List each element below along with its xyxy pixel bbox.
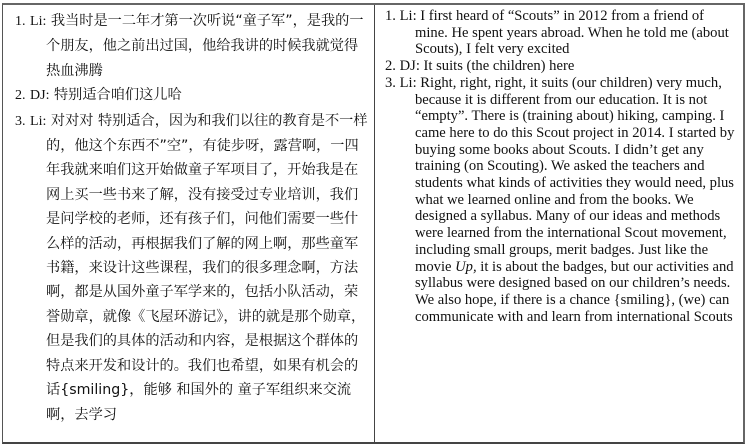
movie-title: Up,: [455, 258, 477, 275]
entry-text: It suits (the children) here: [423, 58, 575, 75]
chinese-transcript-column: [3, 5, 375, 442]
entry-text: I first heard of “Scouts” in 2012 from a friend of mine. He spent years abroad. When he told me (about Scouts), I felt very excited: [415, 8, 729, 58]
transcript-entry-1-en: [385, 8, 737, 58]
english-transcript-column: [375, 5, 743, 442]
entry-number: 1.: [385, 8, 396, 24]
entry-number: 2.: [385, 58, 396, 75]
entry-number: 3.: [15, 113, 26, 129]
speaker-label: Li:: [399, 74, 417, 91]
transcript-entry-2-zh: [15, 83, 368, 108]
speaker-label: DJ:: [399, 58, 420, 75]
transcript-entry-2-en: [385, 58, 737, 75]
transcript-table: [2, 3, 745, 444]
transcript-entry-3-zh: [15, 109, 368, 427]
transcript-entry-1-zh: [15, 9, 368, 83]
speaker-label: Li:: [30, 14, 47, 29]
speaker-label: Li:: [399, 8, 417, 24]
entry-number: 2.: [15, 88, 26, 104]
speaker-label: Li:: [30, 113, 47, 129]
entry-number: 1.: [15, 14, 26, 29]
speaker-label: DJ:: [30, 88, 50, 104]
entry-number: 3.: [385, 74, 396, 91]
entry-text-part-2: it is about the badges, but our activities and syllabus were designed based on our children’s needs. We also hope, if there is a chance {smiling}, (we) can communicate with and learn from international Scouts: [415, 258, 734, 325]
entry-text-part-1: Right, right, right, it suits (our children) very much, because it is different from our education. It is not “empty”. There is (training about) hiking, camping. I came here to do this Scout project in 2014. I started by buying some books about Scouts. I didn’t get any training (on Scouting). We asked the teachers and students what kinds of activities they would need, plus what we learned online and from the books. We designed a syllabus. Many of our ideas and methods were learned from the international Scout movement, including small groups, merit badges. Just like the movie: [415, 74, 735, 275]
transcript-entry-3-en: [385, 75, 737, 326]
entry-text: 特别适合咱们这儿哈: [53, 87, 182, 104]
entry-text: 对对对 特别适合，因为和我们以往的教育是不一样的，他这个东西不”空”，有徒步呀，露营啊，一四年我就来咱们这开始做童子军项目了，开始我是在网上买一些书来了解，没有接受过专业培训，我们是问学校的老师，还有孩子们，问他们需要一些什么样的活动，再根据我们了解的网上啊，那些童军书籍，来设计这些课程，我们的很多理念啊，方法啊，都是从国外童子军学来的，包括小队活动，荣誉勋章，就像《飞屋环游记》，讲的就是那个勋章，但是我们的具体的活动和内容，是根据这个群体的特点来开发和设计的。我们也希望，如果有机会的话{smiling}，能够 和国外的 童子军组织来交流啊，去学习: [46, 112, 368, 423]
entry-text: 我当时是一二年才第一次听说“童子军”，是我的一个朋友，他之前出过国，他给我讲的时候我就觉得热血沸腾: [46, 13, 364, 79]
